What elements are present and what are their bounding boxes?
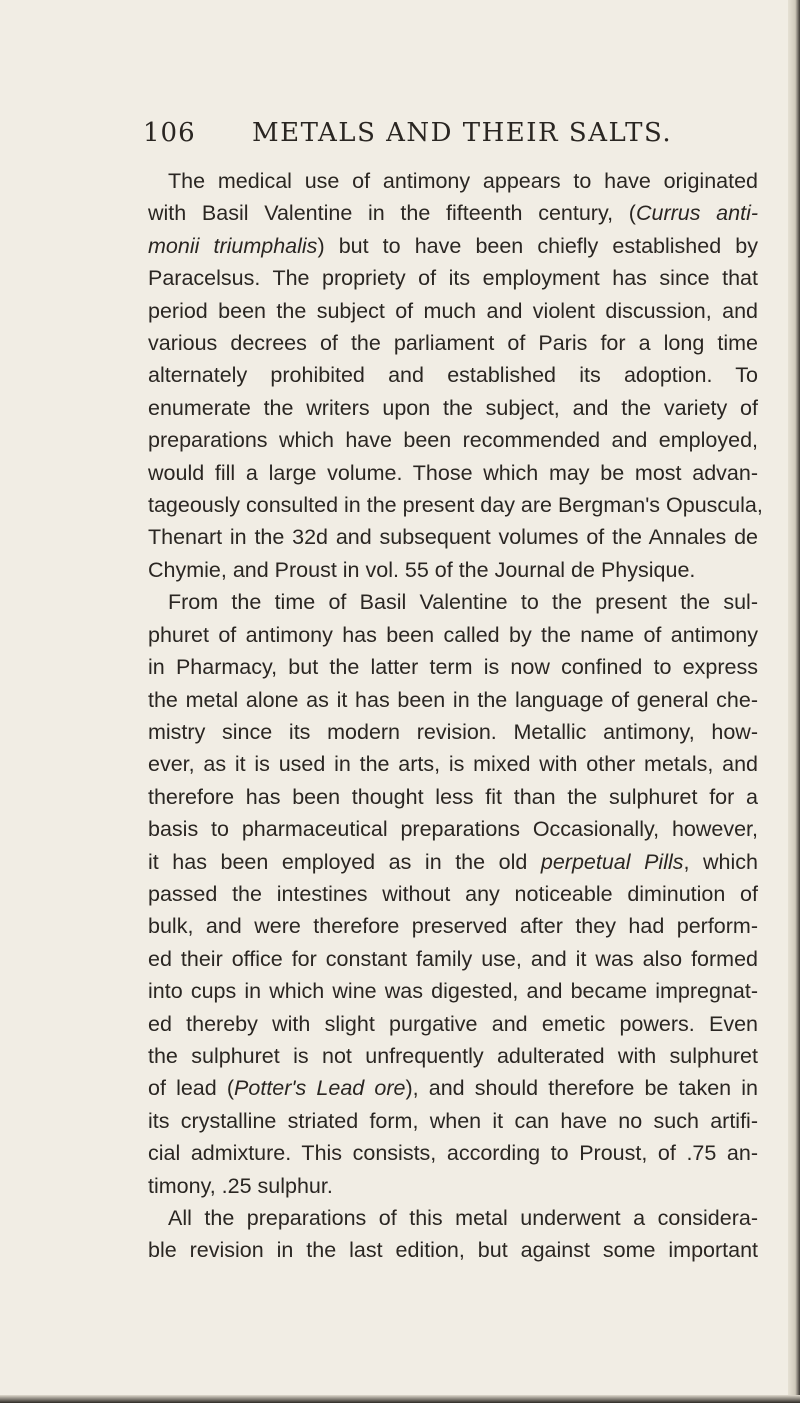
text-line: ble revision in the last edition, but against some important	[148, 1238, 758, 1263]
text-line: timony, .25 sulphur.	[148, 1173, 333, 1198]
text-line: phuret of antimony has been called by the name of antimony	[148, 622, 758, 647]
body-text	[148, 165, 763, 1267]
text-line: with Basil Valentine in the fifteenth century, (Currus anti-	[148, 201, 759, 226]
running-title: METALS AND THEIR SALTS.	[252, 118, 673, 148]
text-line: would fill a large volume. Those which may be most advan-	[148, 460, 758, 485]
text-line: passed the intestines without any noticeable diminution of	[148, 881, 758, 906]
text-line: Thenart in the 32d and subsequent volumes of the Annales de	[148, 525, 758, 550]
text-line: ed their office for constant family use, and it was also formed	[148, 946, 758, 971]
text-line: the sulphuret is not unfrequently adulterated with sulphuret	[148, 1043, 758, 1068]
text-line: in Pharmacy, but the latter term is now confined to express	[148, 655, 758, 680]
text-line: its crystalline striated form, when it can have no such artifi-	[148, 1108, 758, 1133]
text-line: alternately prohibited and established its adoption. To	[148, 363, 758, 388]
text-line: basis to pharmaceutical preparations Occasionally, however,	[148, 817, 758, 842]
text-line: into cups in which wine was digested, and became impregnat-	[148, 979, 758, 1004]
text-line: bulk, and were therefore preserved after they had perform-	[148, 914, 758, 939]
page-header	[0, 118, 800, 158]
text-line: monii triumphalis) but to have been chiefly established by	[148, 233, 758, 258]
text-line: it has been employed as in the old perpetual Pills, which	[148, 849, 758, 874]
text-line: cial admixture. This consists, according to Proust, of .75 an-	[148, 1141, 758, 1166]
text-line: ever, as it is used in the arts, is mixed with other metals, and	[148, 752, 758, 777]
text-line: ed thereby with slight purgative and emetic powers. Even	[148, 1011, 758, 1036]
page-bottom-edge	[0, 1395, 800, 1403]
text-line: The medical use of antimony appears to have originated	[168, 169, 758, 193]
text-line: of lead (Potter's Lead ore), and should therefore be taken in	[148, 1076, 759, 1101]
text-line: From the time of Basil Valentine to the present the sul-	[168, 590, 758, 615]
text-line: enumerate the writers upon the subject, and the variety of	[148, 395, 758, 420]
page-number: 106	[143, 118, 196, 148]
text-line: mistry since its modern revision. Metallic antimony, how-	[148, 719, 758, 744]
page-edge-shadow	[788, 0, 800, 1403]
text-line: therefore has been thought less fit than the sulphuret for a	[148, 784, 758, 809]
text-line: the metal alone as it has been in the language of general che-	[148, 687, 758, 712]
text-line: period been the subject of much and violent discussion, and	[148, 298, 758, 323]
text-line: Paracelsus. The propriety of its employment has since that	[148, 266, 758, 291]
text-line: various decrees of the parliament of Paris for a long time	[148, 331, 758, 356]
text-line: tageously consulted in the present day are Bergman's Opuscula,	[148, 493, 763, 518]
text-line: preparations which have been recommended and employed,	[148, 428, 758, 453]
text-line: All the preparations of this metal underwent a considera-	[168, 1206, 758, 1230]
text-line: Chymie, and Proust in vol. 55 of the Journal de Physique.	[148, 557, 696, 582]
